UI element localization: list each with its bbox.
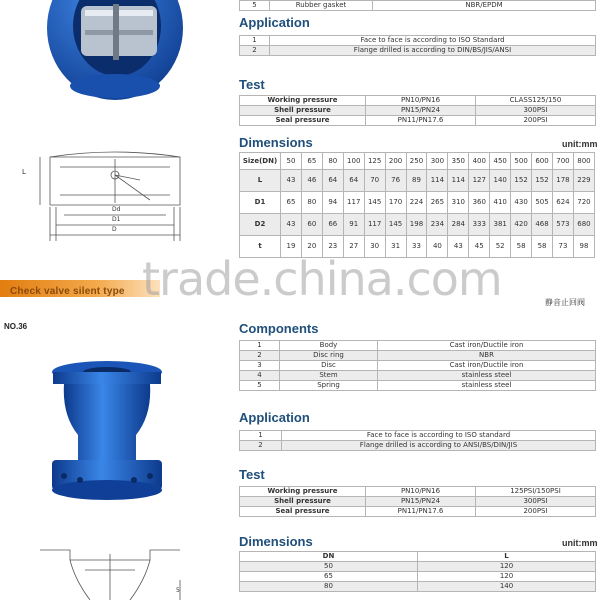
table-cell: 720 (573, 192, 594, 214)
table-cell: stainless steel (378, 381, 596, 391)
table-cell: 43 (448, 236, 469, 258)
top-components-table (239, 0, 596, 11)
bottom-application-table (239, 430, 596, 451)
table-cell: 400 (469, 153, 490, 170)
table-cell: 19 (281, 236, 302, 258)
silent-valve-photo (50, 360, 165, 510)
table-row (240, 562, 596, 572)
table-row (240, 214, 595, 236)
table-cell: D2 (240, 214, 281, 236)
bottom-dimensions-heading: Dimensions (239, 534, 313, 549)
table-cell: 229 (573, 170, 594, 192)
table-cell: PN10/PN16 (366, 96, 476, 106)
table-cell: 20 (301, 236, 322, 258)
drawing-label-D: D (112, 226, 117, 233)
table-cell: 43 (281, 214, 302, 236)
table-cell: L (418, 552, 596, 562)
table-row (240, 192, 595, 214)
table-cell: 120 (418, 562, 596, 572)
table-cell: 2 (240, 441, 282, 451)
table-cell: Shell pressure (240, 106, 366, 116)
table-cell: 700 (552, 153, 573, 170)
table-cell: 430 (511, 192, 532, 214)
table-cell: 114 (427, 170, 448, 192)
table-cell: 152 (532, 170, 553, 192)
table-cell: 76 (385, 170, 406, 192)
table-cell: 624 (552, 192, 573, 214)
table-row (240, 153, 595, 170)
table-cell: 73 (552, 236, 573, 258)
table-cell: 58 (511, 236, 532, 258)
table-cell: 58 (532, 236, 553, 258)
table-cell: Disc ring (280, 351, 378, 361)
table-cell: 46 (301, 170, 322, 192)
table-cell: 450 (490, 153, 511, 170)
bottom-test-heading: Test (239, 467, 265, 482)
table-cell: 250 (406, 153, 427, 170)
table-cell: 127 (469, 170, 490, 192)
table-row (240, 497, 596, 507)
table-cell: 80 (240, 582, 418, 592)
table-cell: Shell pressure (240, 497, 366, 507)
top-application-table (239, 35, 596, 56)
bottom-dimensions-unit: unit:mm (562, 538, 598, 548)
table-cell: 33 (406, 236, 427, 258)
wafer-valve-photo (45, 0, 185, 100)
table-cell: 117 (343, 192, 364, 214)
table-cell: 1 (240, 36, 270, 46)
table-cell: 3 (240, 361, 280, 371)
table-row (240, 507, 596, 517)
bottom-application-heading: Application (239, 410, 310, 425)
table-cell: 1 (240, 431, 282, 441)
table-cell: 234 (427, 214, 448, 236)
silent-valve-drawing (30, 540, 190, 600)
table-cell: 64 (343, 170, 364, 192)
table-row (240, 341, 596, 351)
banner-title-cn: 静音止回阀 (545, 298, 585, 307)
table-cell: 178 (552, 170, 573, 192)
table-cell: 300 (427, 153, 448, 170)
table-row (240, 170, 595, 192)
top-application-heading: Application (239, 15, 310, 30)
table-cell: 40 (427, 236, 448, 258)
table-cell: 145 (385, 214, 406, 236)
table-cell: 800 (573, 153, 594, 170)
table-cell: Body (280, 341, 378, 351)
table-cell: 52 (490, 236, 511, 258)
table-cell: 360 (469, 192, 490, 214)
table-cell: 89 (406, 170, 427, 192)
table-cell: 66 (322, 214, 343, 236)
table-cell: 152 (511, 170, 532, 192)
table-cell: PN11/PN17.6 (366, 507, 476, 517)
table-cell: 80 (301, 192, 322, 214)
table-cell: 265 (427, 192, 448, 214)
bottom-test-table (239, 486, 596, 517)
table-cell: 505 (532, 192, 553, 214)
table-cell: 125PSI/150PSI (476, 487, 596, 497)
table-cell: Working pressure (240, 487, 366, 497)
table-cell: 64 (322, 170, 343, 192)
drawing-label-5: 5 (176, 587, 180, 594)
table-cell: 200 (385, 153, 406, 170)
table-cell: NBR (378, 351, 596, 361)
table-cell: 680 (573, 214, 594, 236)
drawing-label-d1: D1 (112, 216, 121, 223)
drawing-label-L: L (22, 168, 26, 176)
table-cell: 1 (240, 341, 280, 351)
table-cell: Face to face is according to ISO Standard (270, 36, 596, 46)
table-row (240, 582, 596, 592)
table-cell: 333 (469, 214, 490, 236)
table-cell: stainless steel (378, 371, 596, 381)
table-cell: t (240, 236, 281, 258)
table-cell: D1 (240, 192, 281, 214)
table-cell: 468 (532, 214, 553, 236)
top-dimensions-unit: unit:mm (562, 139, 598, 149)
bottom-dimensions-table (239, 551, 596, 592)
table-cell: 65 (301, 153, 322, 170)
table-cell: 65 (240, 572, 418, 582)
table-row (240, 552, 596, 562)
table-cell: Working pressure (240, 96, 366, 106)
table-cell: 145 (364, 192, 385, 214)
table-cell: CLASS125/150 (476, 96, 596, 106)
table-cell: PN11/PN17.6 (366, 116, 476, 126)
table-row: 5 Rubber gasket NBR/EPDM (240, 1, 596, 11)
table-cell: Size(DN) (240, 153, 281, 170)
top-dimensions-heading: Dimensions (239, 135, 313, 150)
table-cell: 98 (573, 236, 594, 258)
table-cell: 2 (240, 46, 270, 56)
table-cell: PN10/PN16 (366, 487, 476, 497)
bottom-components-table (239, 340, 596, 391)
table-cell: 600 (532, 153, 553, 170)
table-row (240, 351, 596, 361)
table-row (240, 431, 596, 441)
table-cell: Cast iron/Ductile iron (378, 361, 596, 371)
table-cell: Cast iron/Ductile iron (378, 341, 596, 351)
table-cell: Face to face is according to ISO standard (282, 431, 596, 441)
table-row (240, 572, 596, 582)
table-cell: 200PSI (476, 116, 596, 126)
drawing-label-d: Dd (112, 206, 121, 213)
table-cell: 23 (322, 236, 343, 258)
table-cell: 80 (322, 153, 343, 170)
table-cell: 284 (448, 214, 469, 236)
table-row (240, 116, 596, 126)
top-dimensions-table (239, 152, 595, 258)
table-cell: L (240, 170, 281, 192)
table-cell: PN15/PN24 (366, 106, 476, 116)
top-test-table (239, 95, 596, 126)
table-row (240, 96, 596, 106)
table-row (240, 371, 596, 381)
table-cell: 300PSI (476, 497, 596, 507)
table-cell: Seal pressure (240, 116, 366, 126)
table-cell: 224 (406, 192, 427, 214)
table-cell: 31 (385, 236, 406, 258)
table-cell: 140 (418, 582, 596, 592)
table-row (240, 46, 596, 56)
wafer-valve-drawing (20, 145, 200, 245)
table-cell: 43 (281, 170, 302, 192)
table-row (240, 106, 596, 116)
table-cell: 310 (448, 192, 469, 214)
banner-title: Check valve silent type (10, 286, 125, 297)
table-cell: Stem (280, 371, 378, 381)
table-row (240, 36, 596, 46)
table-cell: 50 (281, 153, 302, 170)
table-cell: 70 (364, 170, 385, 192)
table-cell: 100 (343, 153, 364, 170)
table-cell: DN (240, 552, 418, 562)
table-cell: 114 (448, 170, 469, 192)
table-cell: 573 (552, 214, 573, 236)
table-cell: Flange drilled is according to DIN/BS/JIS/ANSI (270, 46, 596, 56)
product-number: NO.36 (4, 322, 28, 331)
table-cell: 170 (385, 192, 406, 214)
table-cell: PN15/PN24 (366, 497, 476, 507)
table-cell: Disc (280, 361, 378, 371)
table-cell: 65 (281, 192, 302, 214)
table-cell: 2 (240, 351, 280, 361)
table-cell: 200PSI (476, 507, 596, 517)
table-row (240, 487, 596, 497)
table-cell: 50 (240, 562, 418, 572)
table-cell: 117 (364, 214, 385, 236)
table-cell: 91 (343, 214, 364, 236)
table-cell: 5 (240, 381, 280, 391)
table-cell: Spring (280, 381, 378, 391)
table-row (240, 361, 596, 371)
table-cell: 125 (364, 153, 385, 170)
table-cell: 420 (511, 214, 532, 236)
table-cell: Seal pressure (240, 507, 366, 517)
table-row (240, 441, 596, 451)
table-cell: 4 (240, 371, 280, 381)
table-cell: 60 (301, 214, 322, 236)
table-cell: 45 (469, 236, 490, 258)
table-row (240, 381, 596, 391)
table-cell: Flange drilled is according to ANSI/BS/DIN/JIS (282, 441, 596, 451)
table-cell: 500 (511, 153, 532, 170)
table-cell: 27 (343, 236, 364, 258)
bottom-components-heading: Components (239, 321, 319, 336)
table-cell: 410 (490, 192, 511, 214)
top-test-heading: Test (239, 77, 265, 92)
table-cell: 94 (322, 192, 343, 214)
table-cell: 350 (448, 153, 469, 170)
table-cell: 140 (490, 170, 511, 192)
table-cell: 381 (490, 214, 511, 236)
table-cell: 120 (418, 572, 596, 582)
watermark: trade.china.com (142, 252, 502, 306)
table-cell: 300PSI (476, 106, 596, 116)
table-cell: 30 (364, 236, 385, 258)
table-cell: 198 (406, 214, 427, 236)
